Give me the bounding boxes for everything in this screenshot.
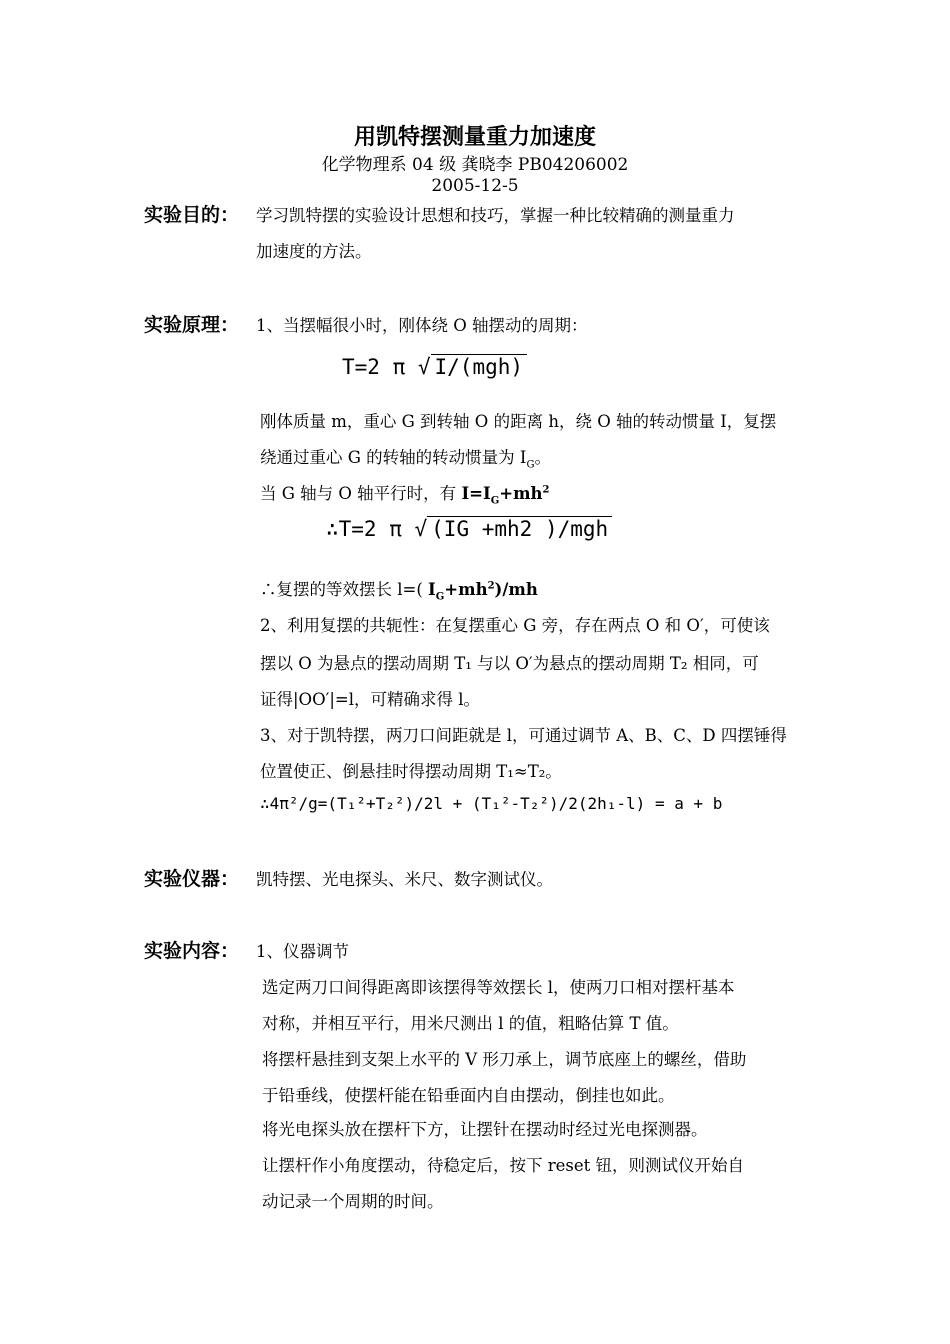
period-formula-radicand: I/(mgh) [431, 354, 528, 379]
kater-line-1: 3、对于凯特摆，两刀口间距就是 l，可通过调节 A、B、C、D 四摆锤得 [260, 726, 787, 745]
procedure-item-1: 1、仪器调节 [256, 942, 349, 961]
equivalent-length-end: )/mh [494, 580, 538, 599]
p2-text: 绕通过重心 G 的转轴的转动惯量为 I [260, 448, 527, 467]
parallel-axis-eq-sup: 2 [542, 484, 550, 496]
compound-formula-prefix: ∴T=2 π √ [326, 517, 428, 541]
conjugate-line-1: 2、利用复摆的共轭性：在复摆重心 G 旁，存在两点 O 和 O′，可使该 [260, 616, 770, 635]
apparatus-heading: 实验仪器： [144, 868, 240, 890]
purpose-line-2: 加速度的方法。 [256, 242, 372, 261]
p2-end: 。 [534, 448, 551, 467]
procedure-line-3: 将摆杆悬挂到支架上水平的 V 形刀承上，调节底座上的螺丝，借助 [262, 1050, 747, 1069]
apparatus-list: 凯特摆、光电探头、米尺、数字测试仪。 [256, 870, 553, 889]
equivalent-length-text: ∴复摆的等效摆长 l=( [260, 580, 429, 599]
principle-paragraph-1: 1、当摆幅很小时，刚体绕 O 轴摆动的周期： [256, 316, 588, 335]
conjugate-line-2: 摆以 O 为悬点的摆动周期 T₁ 与以 O′为悬点的摆动周期 T₂ 相同，可 [260, 654, 759, 673]
gravity-formula: ∴4π²/g=(T₁²+T₂²)/2l + (T₁²-T₂²)/2(2h₁-l) = a + b [260, 794, 723, 813]
parallel-axis-eq-i: I=I [461, 484, 491, 503]
conjugate-line-3: 证得|OO′|=l，可精确求得 l。 [260, 690, 481, 709]
parallel-axis-eq-mh: +mh [499, 484, 543, 503]
procedure-line-6: 让摆杆作小角度摆动，待稳定后，按下 reset 钮，则测试仪开始自 [262, 1156, 745, 1175]
purpose-heading: 实验目的： [144, 204, 240, 226]
equivalent-length-sub: G [435, 591, 445, 603]
procedure-line-5: 将光电探头放在摆杆下方，让摆针在摆动时经过光电探测器。 [262, 1120, 708, 1139]
document-title: 用凯特摆测量重力加速度 [353, 125, 596, 150]
period-formula [342, 354, 527, 379]
procedure-line-7: 动记录一个周期的时间。 [262, 1192, 444, 1211]
equivalent-length-mh: +mh [444, 580, 488, 599]
equivalent-length-sup: 2 [487, 580, 495, 592]
principle-heading: 实验原理： [144, 314, 240, 336]
procedure-heading: 实验内容： [144, 940, 240, 962]
document-date: 2005-12-5 [431, 176, 519, 196]
procedure-line-1: 选定两刀口间得距离即该摆得等效摆长 l，使两刀口相对摆杆基本 [262, 978, 735, 997]
period-formula-prefix: T=2 π √ [342, 355, 431, 379]
kater-line-2: 位置使正、倒悬挂时得摆动周期 T₁≈T₂。 [260, 762, 562, 781]
purpose-line-1: 学习凯特摆的实验设计思想和技巧，掌握一种比较精确的测量重力 [256, 206, 735, 225]
parallel-axis-eq-sub: G [490, 495, 500, 507]
principle-paragraph-2-line-2 [260, 444, 551, 470]
principle-paragraph-2-line-1: 刚体质量 m，重心 G 到转轴 O 的距离 h，绕 O 轴的转动惯量 I，复摆 [260, 412, 777, 431]
parallel-axis-line [260, 480, 550, 506]
compound-period-formula [326, 516, 612, 541]
equivalent-length-i: I [428, 580, 436, 599]
author-line: 化学物理系 04 级 龚晓李 PB04206002 [321, 155, 629, 175]
procedure-line-2: 对称，并相互平行，用米尺测出 l 的值，粗略估算 T 值。 [262, 1014, 679, 1033]
procedure-line-4: 于铅垂线，使摆杆能在铅垂面内自由摆动，倒挂也如此。 [262, 1086, 675, 1105]
p2-subscript: G [526, 459, 535, 471]
compound-formula-radicand: (IG +mh2 )/mgh [427, 516, 612, 541]
parallel-axis-text: 当 G 轴与 O 轴平行时，有 [260, 484, 462, 503]
equivalent-length-line [260, 576, 538, 602]
